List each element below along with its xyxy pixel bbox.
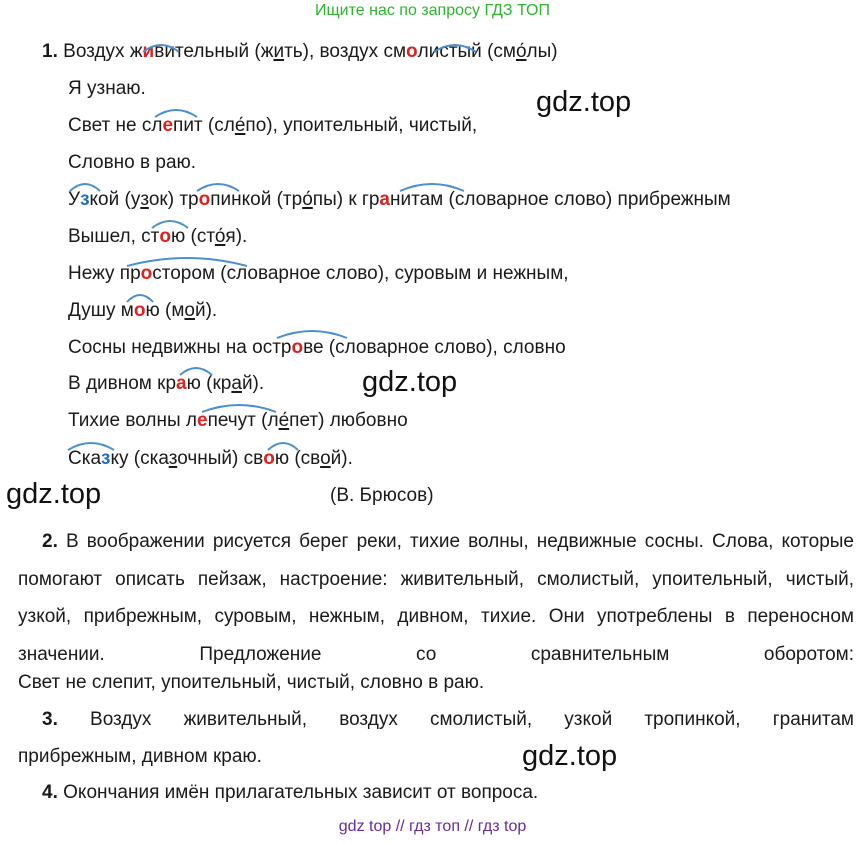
text-segment: по), упоительный, чистый, bbox=[245, 115, 478, 136]
underlined-letter: з bbox=[168, 448, 178, 469]
answer-2 bbox=[18, 523, 854, 673]
vowel-mark: з bbox=[80, 189, 90, 210]
vowel-mark: о bbox=[198, 189, 211, 210]
text-segment: вительный (ж bbox=[154, 41, 274, 62]
watermark: gdz.top bbox=[522, 740, 618, 772]
answer-text: В воображении рисуется берег реки, тихие волны, недвижные сосны. Слова, которые помогают описать пейзаж, настроение: живительный, смолистый, упоительный, чистый, узкой, прибрежным, суровым, нежным, дивном, тихие. Они употреблены в переносном значении. Предложение со сравнительным оборотом: bbox=[18, 531, 854, 665]
vowel-mark: з bbox=[101, 448, 111, 469]
text-segment: ю (кр bbox=[186, 373, 232, 394]
text-segment: ть), воздух см bbox=[284, 41, 407, 62]
answer-4 bbox=[42, 782, 538, 804]
watermark: gdz.top bbox=[6, 478, 102, 510]
poem-line-12 bbox=[68, 448, 353, 470]
text-segment: очный) св bbox=[177, 448, 264, 469]
text-segment: й). bbox=[241, 373, 265, 394]
text-segment: ю (ст bbox=[170, 226, 215, 247]
answer-text: Окончания имён прилагательных зависит от вопроса. bbox=[63, 782, 539, 803]
vowel-mark: и bbox=[142, 41, 155, 62]
answer-3 bbox=[18, 709, 854, 731]
footer-links[interactable]: gdz top // гдз топ // гдз top bbox=[338, 818, 527, 835]
item-number: 3. bbox=[42, 709, 58, 730]
text-segment: Свет не сл bbox=[68, 115, 163, 136]
vowel-mark: о bbox=[263, 448, 275, 469]
text-segment: ку (ска bbox=[110, 448, 169, 469]
text-segment: ю (св bbox=[274, 448, 321, 469]
text-segment: пинкой (тр bbox=[210, 189, 303, 210]
underlined-letter: о bbox=[320, 448, 331, 469]
answer-text: Воздух живительный, воздух смолистый, узкой тропинкой, гранитам bbox=[90, 709, 854, 730]
text-segment: й). bbox=[330, 448, 353, 469]
text-segment: й). bbox=[194, 300, 218, 321]
poem-line-4: Словно в раю. bbox=[68, 152, 197, 173]
text-segment: Душу м bbox=[68, 300, 134, 321]
underlined-letter: о bbox=[184, 300, 195, 321]
text-segment: Воздух ж bbox=[63, 41, 143, 62]
item-number: 1. bbox=[42, 41, 58, 62]
text-segment: ок) тр bbox=[148, 189, 199, 210]
vowel-mark: о bbox=[291, 337, 304, 358]
answer-3-last-line: прибрежным, дивном краю. bbox=[18, 746, 262, 767]
underlined-letter: е́ bbox=[278, 410, 290, 431]
vowel-mark: е bbox=[196, 410, 208, 431]
watermark: gdz.top bbox=[362, 366, 458, 398]
underlined-letter: з bbox=[140, 189, 149, 210]
poem-line-11 bbox=[68, 410, 408, 432]
poem-line-9 bbox=[68, 337, 566, 359]
poem-line-1 bbox=[42, 41, 558, 63]
underlined-letter: а bbox=[231, 373, 242, 394]
poem-line-2: Я узнаю. bbox=[68, 78, 146, 99]
text-segment: кой (у bbox=[89, 189, 141, 210]
text-segment: Сосны недвижны на остр bbox=[68, 337, 292, 358]
text-segment: В дивном кр bbox=[68, 373, 177, 394]
header-link[interactable]: Ищите нас по запросу ГДЗ ТОП bbox=[315, 2, 550, 19]
vowel-mark: о bbox=[140, 263, 153, 284]
text-segment: У bbox=[68, 189, 81, 210]
text-segment: пит (сл bbox=[173, 115, 235, 136]
vowel-mark: а bbox=[379, 189, 390, 210]
text-segment: Ска bbox=[68, 448, 102, 469]
text-segment: лы) bbox=[526, 41, 558, 62]
poem-author: (В. Брюсов) bbox=[330, 485, 434, 506]
underlined-letter: и bbox=[273, 41, 285, 62]
underlined-letter: е́ bbox=[234, 115, 246, 136]
poem-line-5 bbox=[68, 189, 731, 211]
poem-line-8 bbox=[68, 300, 217, 322]
item-number: 4. bbox=[42, 782, 58, 803]
text-segment: листый (см bbox=[417, 41, 516, 62]
vowel-mark: о bbox=[159, 226, 171, 247]
vowel-mark: о bbox=[406, 41, 418, 62]
text-segment: нитам (словарное слово) прибрежным bbox=[390, 189, 731, 210]
text-segment: Вышел, ст bbox=[68, 226, 160, 247]
text-segment: Тихие волны л bbox=[68, 410, 197, 431]
text-segment: ю (м bbox=[145, 300, 185, 321]
poem-line-6 bbox=[68, 226, 247, 248]
poem-line-3 bbox=[68, 115, 477, 137]
vowel-mark: е bbox=[162, 115, 174, 136]
text-segment: печут (л bbox=[207, 410, 279, 431]
vowel-mark: а bbox=[176, 373, 187, 394]
text-segment: пы) к гр bbox=[312, 189, 380, 210]
underlined-letter: о́ bbox=[515, 41, 527, 62]
text-segment: я). bbox=[225, 226, 248, 247]
text-segment: стором (словарное слово), суровым и нежным, bbox=[152, 263, 569, 284]
text-segment: пет) любовно bbox=[289, 410, 408, 431]
vowel-mark: о bbox=[133, 300, 146, 321]
watermark: gdz.top bbox=[536, 86, 632, 118]
item-number: 2. bbox=[42, 531, 58, 552]
underlined-letter: о́ bbox=[302, 189, 313, 210]
text-segment: ве (словарное слово), словно bbox=[303, 337, 566, 358]
underlined-letter: о́ bbox=[214, 226, 226, 247]
answer-2-last-line: Свет не слепит, упоительный, чистый, словно в раю. bbox=[18, 672, 485, 693]
poem-line-10 bbox=[68, 373, 264, 395]
text-segment: Нежу пр bbox=[68, 263, 141, 284]
